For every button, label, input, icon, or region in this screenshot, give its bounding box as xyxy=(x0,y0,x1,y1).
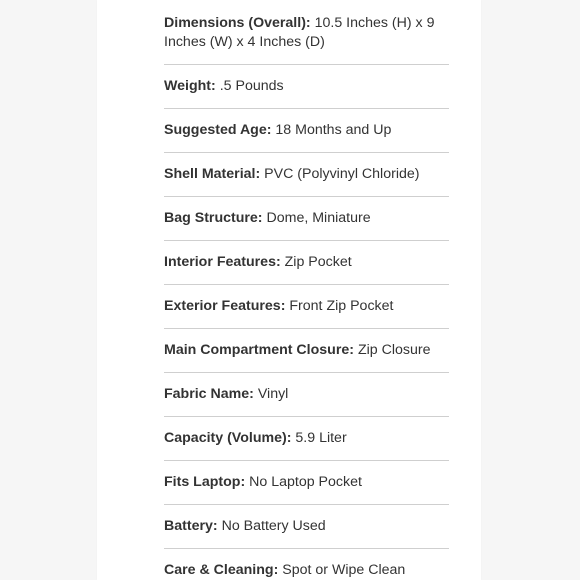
spec-value: No Battery Used xyxy=(221,518,326,534)
spec-label: Interior Features: xyxy=(164,254,281,270)
spec-label: Shell Material: xyxy=(164,166,261,182)
spec-item-main-compartment-closure xyxy=(164,329,449,373)
spec-item-capacity xyxy=(164,417,449,461)
spec-item-dimensions xyxy=(164,14,449,65)
spec-value: 10.5 Inches (H) x 9 Inches (W) x 4 Inches (D) xyxy=(164,15,435,50)
spec-label: Capacity (Volume): xyxy=(164,430,292,446)
spec-label: Weight: xyxy=(164,78,216,94)
spec-label: Fits Laptop: xyxy=(164,474,246,490)
spec-item-fits-laptop xyxy=(164,461,449,505)
spec-value: No Laptop Pocket xyxy=(249,474,362,490)
spec-item-shell-material xyxy=(164,153,449,197)
spec-item-suggested-age xyxy=(164,109,449,153)
spec-label: Dimensions (Overall): xyxy=(164,15,311,31)
spec-value: Zip Pocket xyxy=(284,254,352,270)
spec-value: .5 Pounds xyxy=(219,78,284,94)
specifications-list xyxy=(164,14,449,580)
spec-item-weight xyxy=(164,65,449,109)
spec-label: Suggested Age: xyxy=(164,122,272,138)
spec-label: Care & Cleaning: xyxy=(164,562,279,578)
specifications-card xyxy=(97,0,481,580)
spec-value: Vinyl xyxy=(257,386,289,402)
spec-label: Main Compartment Closure: xyxy=(164,342,354,358)
spec-value: Dome, Miniature xyxy=(266,210,371,226)
spec-item-bag-structure xyxy=(164,197,449,241)
spec-item-battery xyxy=(164,505,449,549)
spec-label: Battery: xyxy=(164,518,218,534)
spec-value: Zip Closure xyxy=(357,342,431,358)
spec-item-exterior-features xyxy=(164,285,449,329)
spec-value: Front Zip Pocket xyxy=(289,298,394,314)
spec-item-interior-features xyxy=(164,241,449,285)
spec-item-care-cleaning xyxy=(164,549,449,580)
spec-label: Exterior Features: xyxy=(164,298,286,314)
spec-value: PVC (Polyvinyl Chloride) xyxy=(264,166,420,182)
spec-value: Spot or Wipe Clean xyxy=(282,562,406,578)
spec-value: 5.9 Liter xyxy=(295,430,347,446)
spec-item-fabric-name xyxy=(164,373,449,417)
spec-label: Bag Structure: xyxy=(164,210,263,226)
spec-value: 18 Months and Up xyxy=(275,122,392,138)
spec-label: Fabric Name: xyxy=(164,386,254,402)
